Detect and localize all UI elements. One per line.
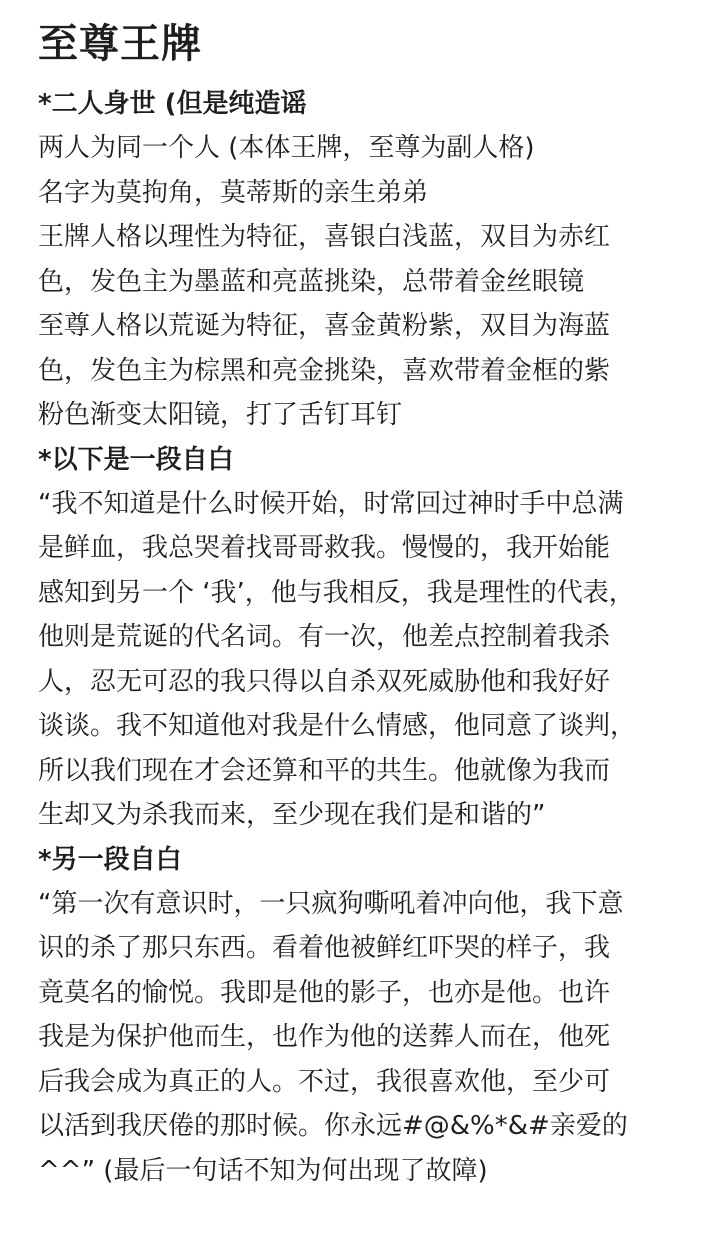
text-line: 以活到我厌倦的那时候。你永远#@&%*&#亲爱的 — [38, 1111, 628, 1141]
text-line: 粉色渐变太阳镜，打了舌钉耳钉 — [38, 400, 403, 430]
text-line: 生却又为杀我而来，至少现在我们是和谐的” — [38, 800, 546, 830]
text-line: 名字为莫拘角，莫蒂斯的亲生弟弟 — [38, 177, 429, 208]
text-line: 色，发色主为棕黑和亮金挑染，喜欢带着金框的紫 — [38, 355, 611, 386]
text-line: 所以我们现在才会还算和平的共生。他就像为我而 — [38, 755, 611, 786]
text-line: 人，忍无可忍的我只得以自杀双死威胁他和我好好 — [38, 666, 611, 697]
section-heading: *另一段自白 — [38, 844, 182, 875]
text-line: 我是为保护他而生，也作为他的送葬人而在，他死 — [38, 1022, 611, 1052]
text-line: 识的杀了那只东西。看着他被鲜红吓哭的样子，我 — [38, 933, 611, 963]
text-line: 后我会成为真正的人。不过，我很喜欢他，至少可 — [38, 1066, 611, 1097]
text-line: ^^” (最后一句话不知为何出现了故障) — [38, 1155, 488, 1186]
text-line: “我不知道是什么时候开始，时常回过神时手中总满 — [38, 488, 624, 519]
text-line: 两人为同一个人 (本体王牌，至尊为副人格) — [38, 133, 535, 163]
section-heading: *二人身世 (但是纯造谣 — [38, 89, 307, 119]
section-origin — [38, 82, 690, 438]
text-line: 他则是荒诞的代名词。有一次，他差点控制着我杀 — [38, 622, 611, 652]
text-line: 是鲜血，我总哭着找哥哥救我。慢慢的，我开始能 — [38, 533, 611, 563]
text-line: 至尊人格以荒诞为特征，喜金黄粉紫，双目为海蓝 — [38, 311, 611, 341]
text-line: 竟莫名的愉悦。我即是他的影子，也亦是他。也许 — [38, 977, 611, 1008]
section-monologue-1 — [38, 438, 690, 838]
text-line: 王牌人格以理性为特征，喜银白浅蓝，双目为赤红 — [38, 222, 611, 252]
text-line: 色，发色主为墨蓝和亮蓝挑染，总带着金丝眼镜 — [38, 266, 585, 297]
text-line: 谈谈。我不知道他对我是什么情感，他同意了谈判， — [38, 711, 637, 741]
section-monologue-2 — [38, 838, 690, 1194]
text-line: 感知到另一个 ‘我’，他与我相反，我是理性的代表， — [38, 577, 635, 608]
page-title: 至尊王牌 — [38, 21, 202, 67]
text-line: “第一次有意识时，一只疯狗嘶吼着冲向他，我下意 — [38, 888, 624, 919]
section-heading: *以下是一段自白 — [38, 444, 234, 475]
